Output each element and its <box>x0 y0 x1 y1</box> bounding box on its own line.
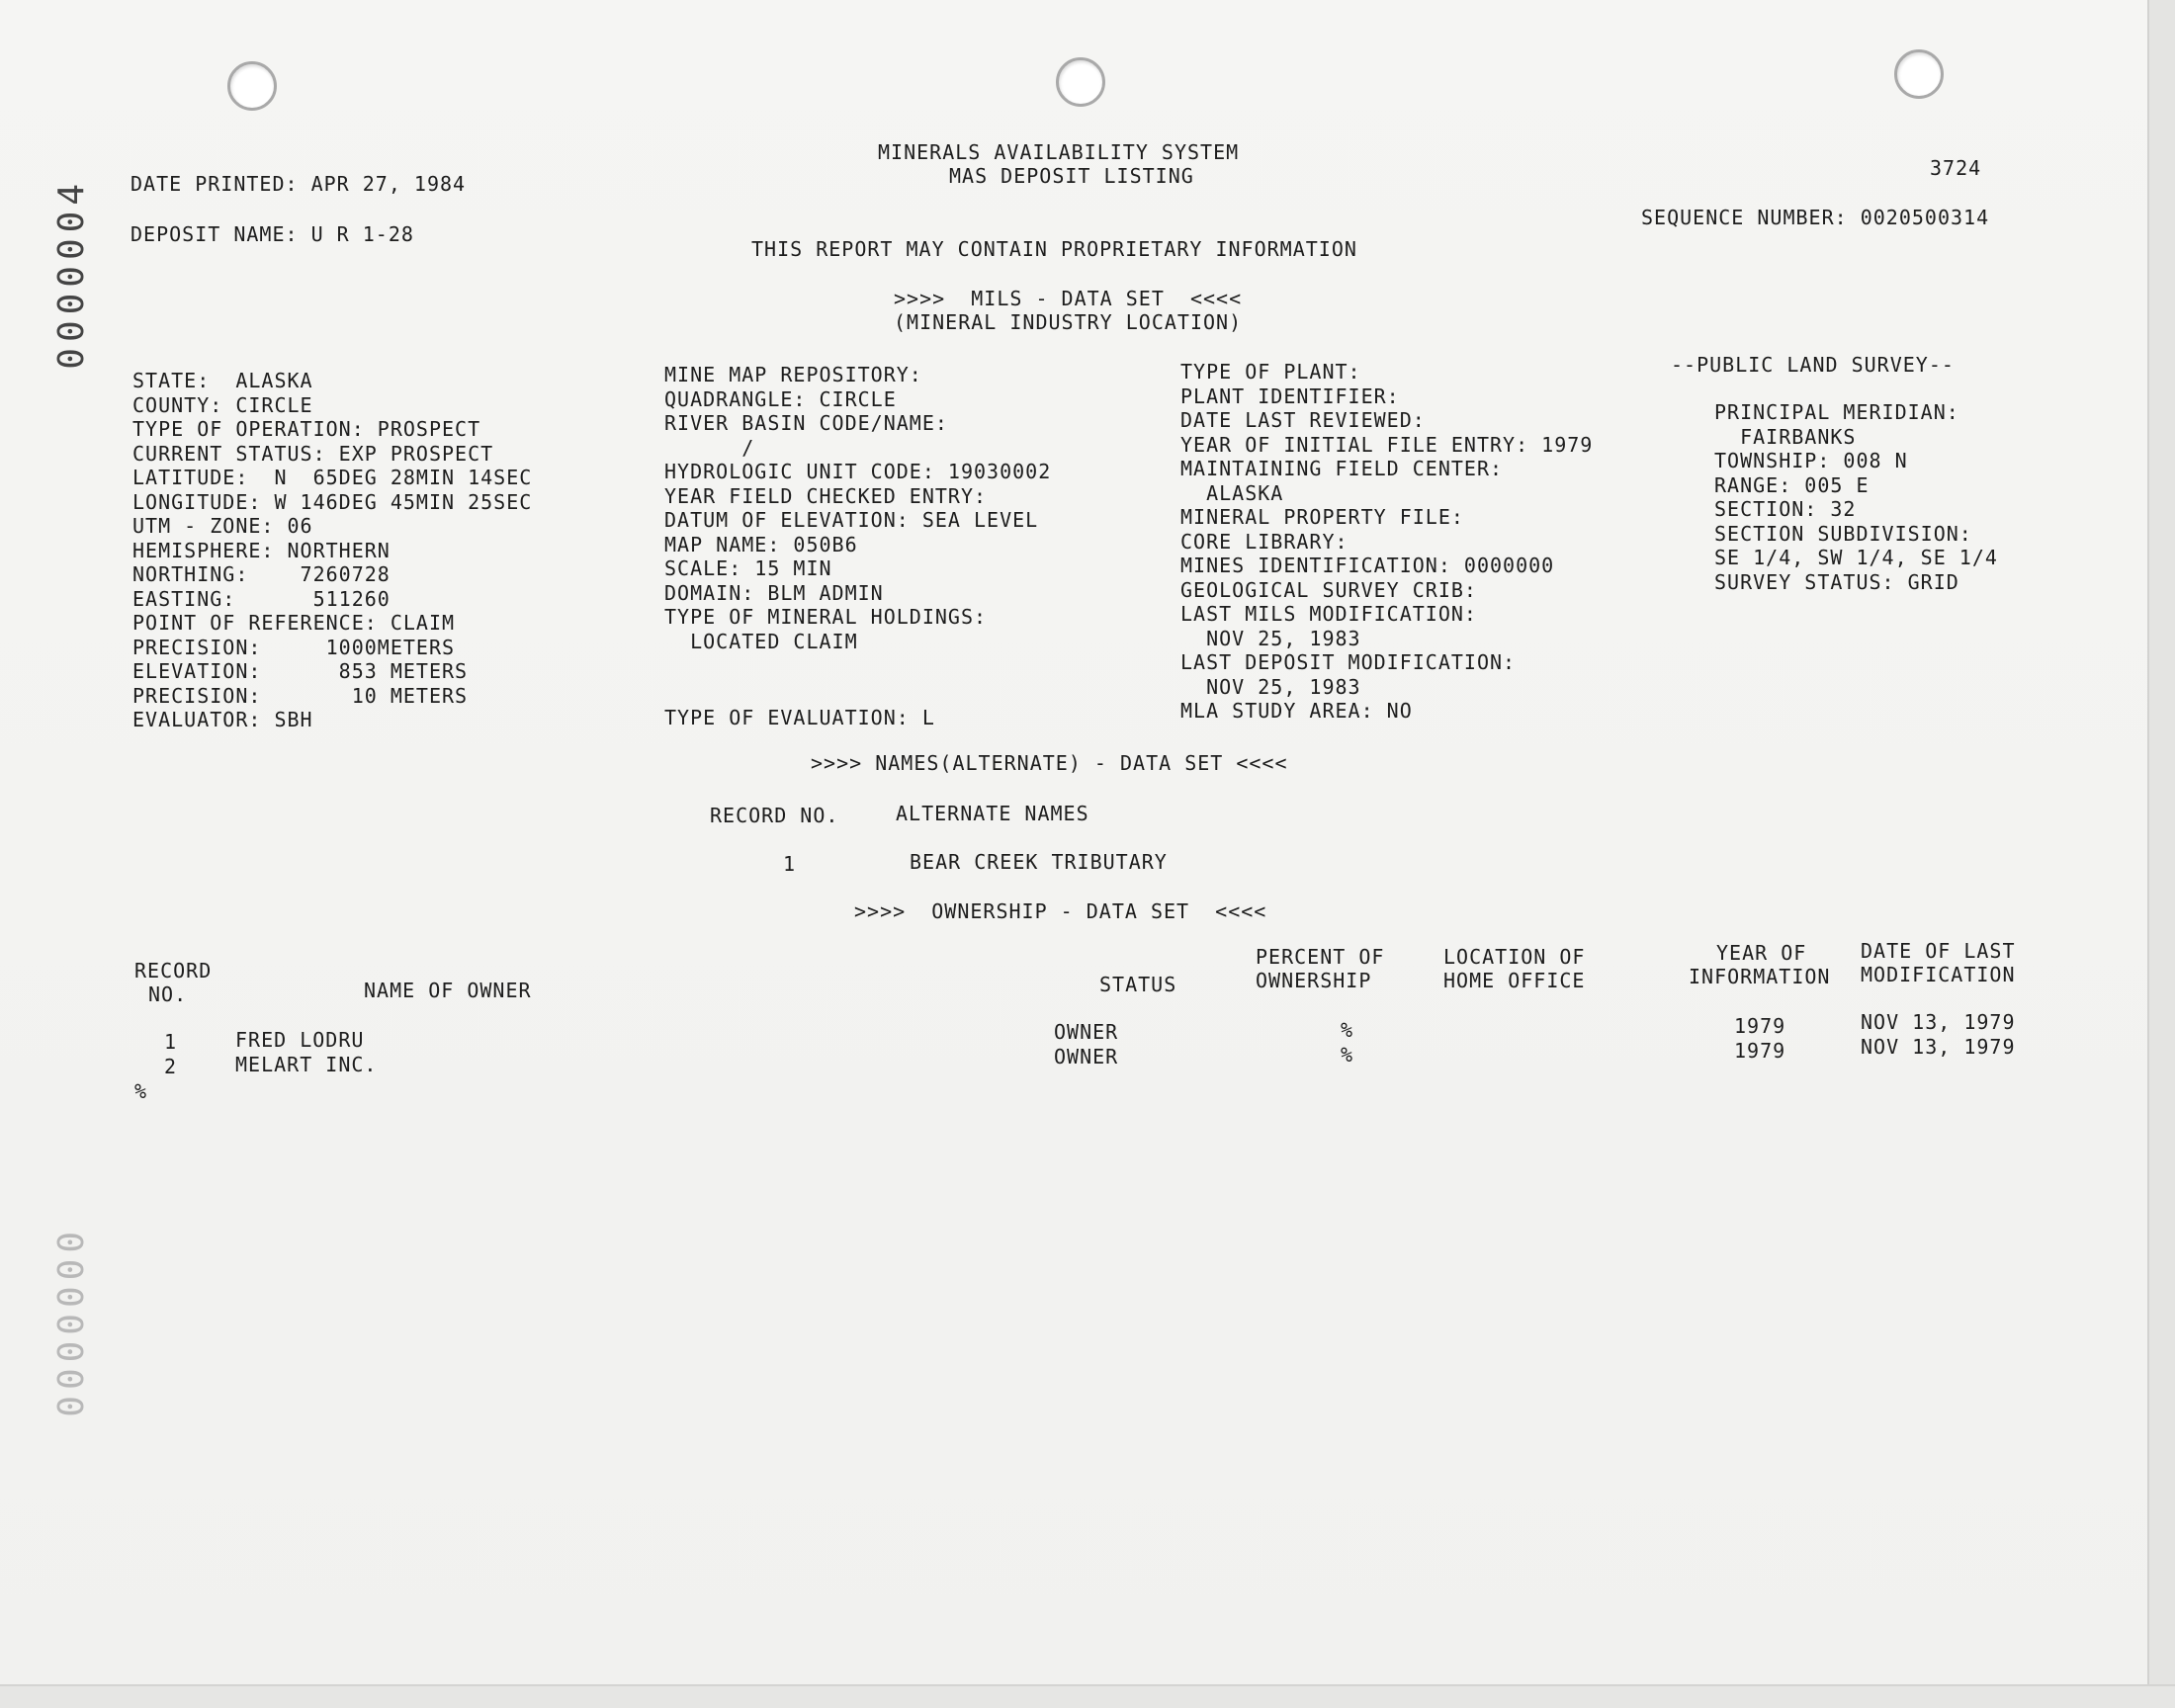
punch-hole-right <box>1894 49 1944 99</box>
ownership-header-status: STATUS <box>1099 973 1177 996</box>
mils-field: LAST MILS MODIFICATION: <box>1180 602 1477 626</box>
survey-field: FAIRBANKS <box>1714 424 1857 449</box>
punch-hole-left <box>227 61 277 111</box>
mils-field: DOMAIN: BLM ADMIN <box>664 580 884 605</box>
names-col-record: RECORD NO. <box>710 804 839 827</box>
owner-row-name: FRED LODRU <box>235 1028 365 1052</box>
mils-field: ALASKA <box>1180 480 1284 505</box>
mils-field: LOCATED CLAIM <box>664 629 858 653</box>
ownership-header-percent: OWNERSHIP <box>1256 969 1372 992</box>
ownership-header-year: INFORMATION <box>1689 965 1831 988</box>
owner-row-no: 1 <box>164 1030 178 1054</box>
mils-field: HEMISPHERE: NORTHERN <box>132 538 391 562</box>
mils-map-column <box>664 363 1051 653</box>
mils-field: SCALE: 15 MIN <box>664 556 832 580</box>
ownership-header-location: LOCATION OF <box>1443 945 1586 969</box>
owner-row-year: 1979 <box>1734 1039 1786 1063</box>
mils-admin-column <box>1180 360 1593 724</box>
survey-field: PRINCIPAL MERIDIAN: <box>1714 400 1959 424</box>
ownership-header-record: RECORD <box>134 959 213 982</box>
side-stamp-bottom: 0000000 <box>51 1226 92 1417</box>
page-right-edge <box>2147 0 2175 1708</box>
mils-field: MINE MAP REPOSITORY: <box>664 363 922 386</box>
survey-field: RANGE: 005 E <box>1714 472 1870 497</box>
mils-field: MINERAL PROPERTY FILE: <box>1180 505 1464 529</box>
names-col-names: ALTERNATE NAMES <box>896 802 1089 825</box>
deposit-name: DEPOSIT NAME: U R 1-28 <box>130 222 414 246</box>
ownership-heading: >>>> OWNERSHIP - DATA SET <<<< <box>854 899 1267 923</box>
mils-subheading: (MINERAL INDUSTRY LOCATION) <box>894 310 1243 334</box>
page-number: 3724 <box>1930 156 1982 180</box>
survey-field: SECTION SUBDIVISION: <box>1714 521 1972 546</box>
names-row-record: 1 <box>783 852 797 876</box>
mils-field: QUADRANGLE: CIRCLE <box>664 386 897 411</box>
public-land-survey-heading: --PUBLIC LAND SURVEY-- <box>1671 353 1955 377</box>
mils-field: RIVER BASIN CODE/NAME: <box>664 411 948 435</box>
owner-row-year: 1979 <box>1734 1014 1786 1038</box>
punch-hole-center <box>1056 57 1105 107</box>
mils-field: MINES IDENTIFICATION: 0000000 <box>1180 554 1555 577</box>
mils-field: MAINTAINING FIELD CENTER: <box>1180 457 1504 480</box>
mils-field: PLANT IDENTIFIER: <box>1180 384 1400 408</box>
ownership-header-percent: PERCENT OF <box>1256 945 1385 969</box>
mils-field: DATUM OF ELEVATION: SEA LEVEL <box>664 508 1039 532</box>
type-of-evaluation: TYPE OF EVALUATION: L <box>664 706 935 729</box>
system-title: MINERALS AVAILABILITY SYSTEM <box>878 140 1240 164</box>
ownership-header-name: NAME OF OWNER <box>364 979 532 1002</box>
ownership-header-location: HOME OFFICE <box>1443 969 1586 992</box>
survey-field: SURVEY STATUS: GRID <box>1714 569 1959 594</box>
mils-location-column <box>132 369 532 732</box>
mils-field: / <box>664 435 755 460</box>
mils-field: EASTING: 511260 <box>132 586 391 611</box>
mils-field: PRECISION: 1000METERS <box>132 635 456 659</box>
mils-field: TYPE OF MINERAL HOLDINGS: <box>664 605 988 629</box>
mils-field: YEAR FIELD CHECKED ENTRY: <box>664 483 988 508</box>
mils-field: HYDROLOGIC UNIT CODE: 19030002 <box>664 460 1052 483</box>
names-row-name: BEAR CREEK TRIBUTARY <box>910 850 1168 874</box>
mils-field: NOV 25, 1983 <box>1180 674 1361 699</box>
survey-field: SE 1/4, SW 1/4, SE 1/4 <box>1714 546 1998 569</box>
date-printed: DATE PRINTED: APR 27, 1984 <box>130 172 467 196</box>
mils-field: NOV 25, 1983 <box>1180 626 1361 650</box>
mils-field: CURRENT STATUS: EXP PROSPECT <box>132 441 494 466</box>
sequence-number: SEQUENCE NUMBER: 0020500314 <box>1641 206 1990 229</box>
owner-row-percent: % <box>1341 1043 1354 1067</box>
ownership-header-year: YEAR OF <box>1716 941 1807 965</box>
owner-row-status: OWNER <box>1054 1020 1119 1044</box>
mils-heading: >>>> MILS - DATA SET <<<< <box>894 287 1243 310</box>
survey-field: TOWNSHIP: 008 N <box>1714 449 1908 472</box>
public-land-survey-column <box>1714 400 1998 594</box>
mils-field: LATITUDE: N 65DEG 28MIN 14SEC <box>132 466 533 489</box>
owner-row-date: NOV 13, 1979 <box>1861 1035 2016 1059</box>
owner-row-date: NOV 13, 1979 <box>1861 1010 2016 1034</box>
mils-field: STATE: ALASKA <box>132 369 313 392</box>
mils-field: CORE LIBRARY: <box>1180 529 1348 554</box>
mils-field: LAST DEPOSIT MODIFICATION: <box>1180 650 1517 674</box>
owner-row-no: 2 <box>164 1055 178 1078</box>
proprietary-notice: THIS REPORT MAY CONTAIN PROPRIETARY INFORMATION <box>751 237 1357 261</box>
mils-field: UTM - ZONE: 06 <box>132 514 313 538</box>
mils-field: MLA STUDY AREA: NO <box>1180 699 1413 723</box>
mils-field: TYPE OF PLANT: <box>1180 360 1361 384</box>
mils-field: TYPE OF OPERATION: PROSPECT <box>132 417 481 441</box>
ownership-header-record: NO. <box>148 982 188 1006</box>
mils-field: COUNTY: CIRCLE <box>132 392 313 417</box>
side-stamp-top: 0000004 <box>51 178 92 370</box>
mils-field: DATE LAST REVIEWED: <box>1180 408 1426 432</box>
mils-field: ELEVATION: 853 METERS <box>132 659 469 683</box>
mils-field: PRECISION: 10 METERS <box>132 683 469 708</box>
ownership-header-date: DATE OF LAST <box>1861 939 2016 963</box>
survey-field: SECTION: 32 <box>1714 497 1857 521</box>
mils-field: POINT OF REFERENCE: CLAIM <box>132 611 456 635</box>
mils-field: GEOLOGICAL SURVEY CRIB: <box>1180 577 1477 602</box>
ownership-header-date: MODIFICATION <box>1861 963 2016 986</box>
ownership-trailer: % <box>134 1079 148 1103</box>
names-heading: >>>> NAMES(ALTERNATE) - DATA SET <<<< <box>811 751 1288 775</box>
listing-title: MAS DEPOSIT LISTING <box>949 164 1194 188</box>
mils-field: MAP NAME: 050B6 <box>664 532 858 556</box>
mils-field: EVALUATOR: SBH <box>132 708 313 731</box>
mils-field: NORTHING: 7260728 <box>132 562 391 586</box>
page-bottom-edge <box>0 1684 2175 1708</box>
owner-row-percent: % <box>1341 1018 1354 1042</box>
mils-field: YEAR OF INITIAL FILE ENTRY: 1979 <box>1180 432 1594 457</box>
owner-row-status: OWNER <box>1054 1045 1119 1068</box>
owner-row-name: MELART INC. <box>235 1053 378 1076</box>
mils-field: LONGITUDE: W 146DEG 45MIN 25SEC <box>132 489 533 514</box>
